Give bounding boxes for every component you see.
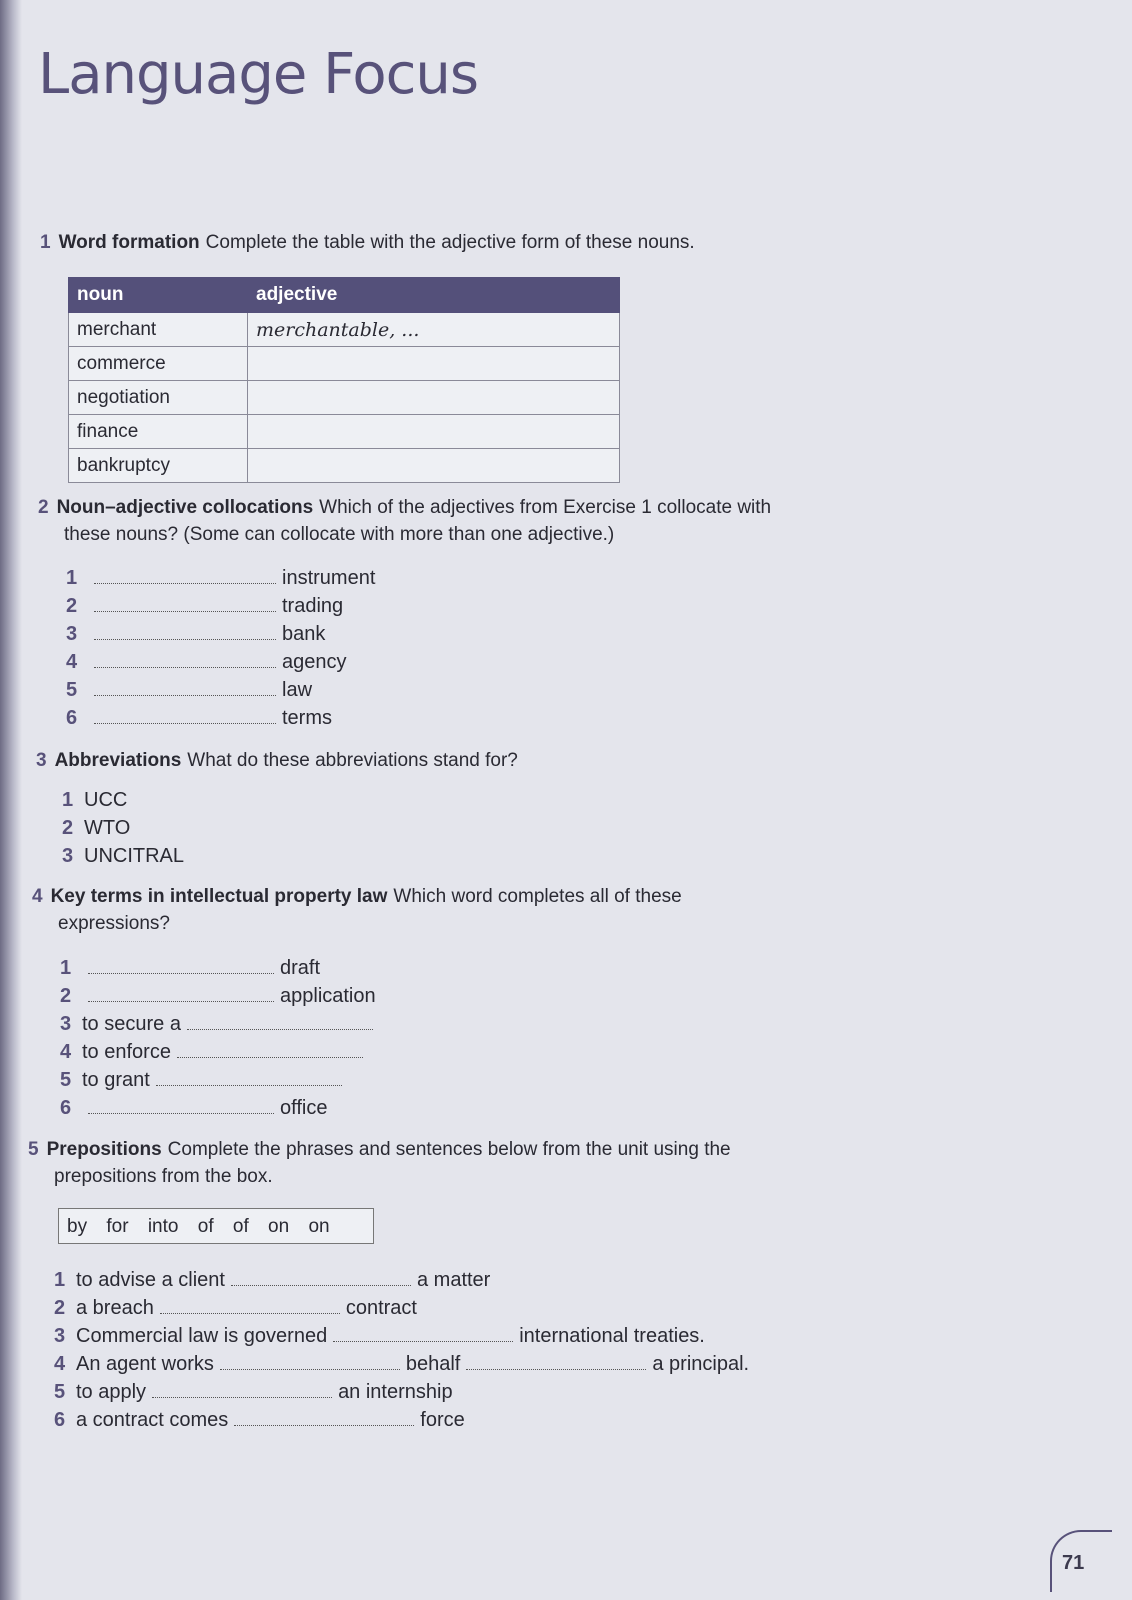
answer-blank[interactable] [94, 705, 276, 724]
answer-blank[interactable] [94, 649, 276, 668]
adjective-cell[interactable]: merchantable, ... [248, 313, 620, 347]
exercise-instruction: Complete the phrases and sentences below from the unit using the [167, 1139, 731, 1160]
item-number: 5 [66, 679, 78, 701]
exercise-4-list [60, 954, 379, 1122]
exercise-instruction-continued: these nouns? (Some can collocate with more than one adjective.) [64, 524, 615, 545]
adjective-cell[interactable] [248, 415, 620, 449]
answer-blank[interactable] [88, 983, 274, 1002]
item-number: 3 [62, 845, 74, 867]
item-number: 2 [60, 985, 72, 1007]
exercise-heading: Noun–adjective collocations [56, 497, 314, 518]
item-number: 2 [62, 817, 74, 839]
answer-blank[interactable] [466, 1351, 646, 1370]
exercise-5-list [54, 1266, 749, 1434]
list-item [66, 676, 375, 704]
box-word: for [106, 1216, 129, 1237]
item-text: to advise a client [76, 1269, 225, 1291]
item-number: 6 [60, 1097, 72, 1119]
answer-blank[interactable] [220, 1351, 400, 1370]
answer-blank[interactable] [333, 1323, 513, 1342]
adjective-cell[interactable] [248, 449, 620, 483]
header-noun: noun [69, 278, 248, 313]
page-number: 71 [1062, 1552, 1085, 1574]
item-text: bank [282, 623, 326, 645]
item-number: 3 [60, 1013, 72, 1035]
answer-blank[interactable] [94, 593, 276, 612]
adjective-cell[interactable] [248, 381, 620, 415]
item-text: to enforce [82, 1041, 171, 1063]
item-number: 1 [66, 567, 78, 589]
exercise-2-instruction [38, 494, 771, 548]
abbreviation: UNCITRAL [84, 845, 185, 867]
exercise-3-instruction [36, 747, 518, 774]
list-item [66, 592, 375, 620]
list-item [60, 982, 379, 1010]
item-text: force [420, 1409, 465, 1431]
table-row [69, 415, 620, 449]
exercise-2-list [66, 564, 375, 732]
list-item [54, 1350, 749, 1378]
list-item [54, 1266, 749, 1294]
answer-blank[interactable] [187, 1011, 373, 1030]
exercise-number: 4 [32, 886, 43, 907]
answer-blank[interactable] [234, 1407, 414, 1426]
answer-blank[interactable] [160, 1295, 340, 1314]
item-text: application [280, 985, 376, 1007]
answer-blank[interactable] [88, 955, 274, 974]
item-text: trading [282, 595, 344, 617]
item-number: 4 [66, 651, 78, 673]
item-text: terms [282, 707, 332, 729]
noun-cell: bankruptcy [69, 449, 248, 483]
item-number: 3 [54, 1325, 66, 1347]
list-item [62, 814, 184, 842]
item-number: 1 [54, 1269, 66, 1291]
item-number: 4 [60, 1041, 72, 1063]
item-number: 5 [60, 1069, 72, 1091]
exercise-4-instruction [32, 883, 682, 937]
list-item [60, 1066, 379, 1094]
noun-cell: finance [69, 415, 248, 449]
prepositions-box [58, 1208, 374, 1244]
item-text: instrument [282, 567, 376, 589]
item-number: 3 [66, 623, 78, 645]
item-number: 6 [54, 1409, 66, 1431]
answer-blank[interactable] [88, 1095, 274, 1114]
list-item [66, 564, 375, 592]
exercise-number: 5 [28, 1139, 39, 1160]
item-number: 6 [66, 707, 78, 729]
box-word: on [308, 1216, 330, 1237]
exercise-number: 3 [36, 750, 47, 771]
item-text: agency [282, 651, 347, 673]
list-item [60, 1094, 379, 1122]
list-item [62, 842, 184, 870]
item-number: 5 [54, 1381, 66, 1403]
item-text: an internship [338, 1381, 453, 1403]
exercise-instruction-continued: expressions? [58, 913, 170, 934]
item-number: 2 [54, 1297, 66, 1319]
item-text: contract [345, 1297, 417, 1319]
abbreviation: UCC [84, 789, 128, 811]
table-row [69, 381, 620, 415]
list-item [66, 620, 375, 648]
list-item [54, 1294, 749, 1322]
table-header-row [69, 278, 620, 313]
noun-cell: negotiation [69, 381, 248, 415]
item-text: a contract comes [76, 1409, 229, 1431]
list-item [60, 1010, 379, 1038]
list-item [60, 1038, 379, 1066]
item-number: 1 [60, 957, 72, 979]
item-text: draft [280, 957, 321, 979]
item-text: a breach [76, 1297, 154, 1319]
box-word: on [268, 1216, 290, 1237]
item-text: to secure a [82, 1013, 181, 1035]
word-formation-table [68, 277, 620, 483]
noun-cell: commerce [69, 347, 248, 381]
item-text: to grant [82, 1069, 150, 1091]
item-text: a matter [416, 1269, 491, 1291]
page-title: Language Focus [38, 42, 479, 107]
box-word: by [67, 1216, 88, 1237]
item-text: to apply [76, 1381, 147, 1403]
page-edge-shadow [0, 0, 22, 1600]
table-row [69, 347, 620, 381]
list-item [54, 1378, 749, 1406]
table-row [69, 449, 620, 483]
item-text: office [280, 1097, 328, 1119]
exercise-instruction: What do these abbreviations stand for? [187, 750, 518, 771]
answer-blank[interactable] [152, 1379, 332, 1398]
adjective-cell[interactable] [248, 347, 620, 381]
exercise-heading: Prepositions [46, 1139, 162, 1160]
item-text: An agent works [76, 1353, 214, 1375]
exercise-instruction: Which word completes all of these [393, 886, 682, 907]
item-number: 1 [62, 789, 74, 811]
answer-blank[interactable] [156, 1067, 342, 1086]
list-item [54, 1322, 749, 1350]
exercise-heading: Abbreviations [54, 750, 182, 771]
header-adjective: adjective [248, 278, 620, 313]
item-text: Commercial law is governed [76, 1325, 328, 1347]
abbreviation: WTO [84, 817, 131, 839]
answer-blank[interactable] [94, 677, 276, 696]
list-item [66, 648, 375, 676]
exercise-heading: Word formation [58, 232, 200, 253]
list-item [54, 1406, 749, 1434]
item-text: behalf [405, 1353, 461, 1375]
answer-blank[interactable] [94, 565, 276, 584]
item-number: 2 [66, 595, 78, 617]
exercise-3-list [62, 786, 184, 870]
exercise-instruction: Complete the table with the adjective form of these nouns. [205, 232, 695, 253]
answer-blank[interactable] [177, 1039, 363, 1058]
exercise-number: 2 [38, 497, 49, 518]
exercise-1-instruction [40, 229, 695, 256]
exercise-5-instruction [28, 1136, 731, 1190]
list-item [66, 704, 375, 732]
box-word: into [147, 1216, 179, 1237]
exercise-heading: Key terms in intellectual property law [50, 886, 388, 907]
list-item [62, 786, 184, 814]
noun-cell: merchant [69, 313, 248, 347]
item-text: international treaties. [519, 1325, 705, 1347]
page-number-badge [1050, 1530, 1112, 1592]
box-word: of [197, 1216, 214, 1237]
item-text: law [282, 679, 313, 701]
table-row [69, 313, 620, 347]
answer-blank[interactable] [231, 1267, 411, 1286]
box-word: of [232, 1216, 249, 1237]
item-number: 4 [54, 1353, 66, 1375]
exercise-instruction: Which of the adjectives from Exercise 1 collocate with [319, 497, 772, 518]
answer-blank[interactable] [94, 621, 276, 640]
exercise-instruction-continued: prepositions from the box. [54, 1166, 273, 1187]
list-item [60, 954, 379, 982]
item-text: a principal. [652, 1353, 750, 1375]
exercise-number: 1 [40, 232, 51, 253]
